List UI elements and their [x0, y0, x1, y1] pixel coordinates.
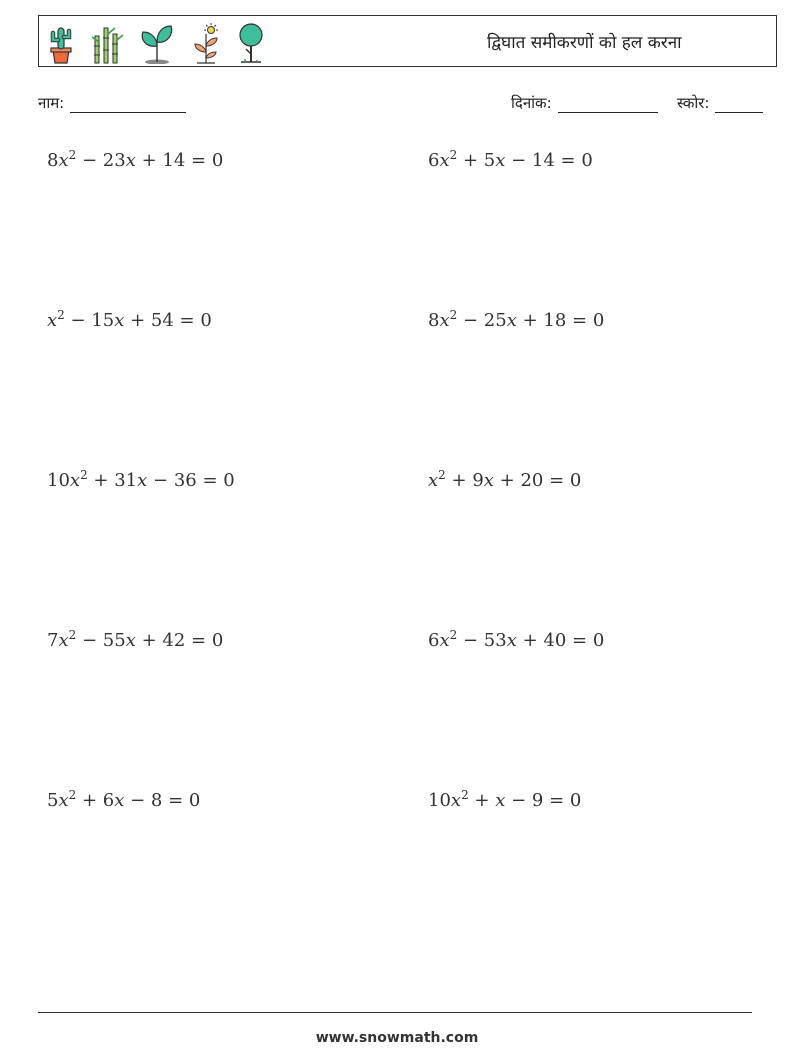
operator: −: [505, 790, 532, 811]
equals-sign: =: [543, 470, 570, 491]
footer-url: www.snowmath.com: [315, 1030, 479, 1046]
coefficient-a: 8: [428, 310, 440, 331]
variable: x: [506, 630, 517, 651]
constant-c: 8: [150, 790, 163, 811]
worksheet-header: [38, 15, 777, 67]
equation-5: [47, 470, 235, 491]
right-hand-side: 0: [592, 310, 605, 331]
equation-4: [428, 310, 604, 331]
right-hand-side: 0: [592, 630, 605, 651]
equals-sign: =: [162, 790, 189, 811]
exponent: 2: [461, 788, 469, 802]
operator: −: [505, 150, 532, 171]
score-blank[interactable]: [715, 97, 763, 113]
operator: +: [468, 790, 496, 811]
coefficient-b: 31: [114, 470, 138, 491]
footer-divider: [38, 1012, 752, 1013]
variable: x: [137, 470, 148, 491]
date-label: दिनांक:: [511, 94, 552, 112]
coefficient-a: 10: [428, 790, 451, 811]
operator: +: [76, 790, 103, 811]
constant-c: 14: [531, 150, 555, 171]
variable: x: [450, 790, 462, 811]
date-blank[interactable]: [558, 97, 658, 113]
operator: −: [76, 150, 103, 171]
exponent: 2: [438, 468, 446, 482]
right-hand-side: 0: [211, 150, 224, 171]
exponent: 2: [57, 308, 65, 322]
constant-c: 54: [150, 310, 174, 331]
coefficient-b: 5: [483, 150, 496, 171]
operator: +: [445, 470, 473, 491]
tree-icon: [235, 22, 267, 64]
exponent: 2: [68, 628, 77, 642]
variable: x: [495, 150, 506, 171]
right-hand-side: 0: [223, 470, 235, 491]
coefficient-b: 55: [102, 630, 126, 651]
coefficient-a: 8: [47, 150, 59, 171]
operator: +: [124, 310, 151, 331]
constant-c: 9: [531, 790, 544, 811]
coefficient-a: 6: [428, 630, 440, 651]
worksheet-title: द्विघात समीकरणों को हल करना: [487, 33, 682, 53]
variable: x: [69, 470, 81, 491]
constant-c: 42: [162, 630, 186, 651]
name-label: नाम:: [38, 94, 65, 112]
flower-icon: [189, 22, 223, 64]
operator: +: [516, 630, 544, 651]
right-hand-side: 0: [569, 470, 582, 491]
operator: −: [76, 630, 103, 651]
variable: x: [495, 790, 506, 811]
equation-9: [47, 790, 200, 811]
exponent: 2: [449, 308, 458, 322]
date-field: [511, 93, 658, 113]
operator: +: [87, 470, 115, 491]
coefficient-a: 10: [47, 470, 70, 491]
variable: x: [125, 150, 136, 171]
operator: +: [493, 470, 521, 491]
cactus-icon: [45, 22, 77, 64]
header-icons: [45, 20, 267, 64]
variable: x: [58, 630, 69, 651]
coefficient-a: 5: [47, 790, 59, 811]
operator: +: [457, 150, 484, 171]
coefficient-a: 6: [428, 150, 440, 171]
variable: x: [114, 790, 125, 811]
equals-sign: =: [543, 790, 570, 811]
equals-sign: =: [173, 310, 201, 331]
equals-sign: =: [185, 630, 212, 651]
equation-7: [47, 630, 223, 651]
name-field: [38, 93, 186, 113]
coefficient-b: 9: [472, 470, 484, 491]
variable: x: [58, 150, 69, 171]
operator: −: [147, 470, 174, 491]
right-hand-side: 0: [200, 310, 212, 331]
equals-sign: =: [196, 470, 224, 491]
variable: x: [439, 150, 450, 171]
equation-10: [428, 790, 581, 811]
constant-c: 20: [520, 470, 544, 491]
equation-8: [428, 630, 604, 651]
equals-sign: =: [185, 150, 212, 171]
variable: x: [439, 630, 450, 651]
equation-1: [47, 150, 223, 171]
equals-sign: =: [566, 310, 593, 331]
variable: x: [125, 630, 136, 651]
equals-sign: =: [566, 630, 593, 651]
exponent: 2: [80, 468, 88, 482]
coefficient-b: 25: [483, 310, 507, 331]
coefficient-a: 7: [47, 630, 59, 651]
variable: x: [483, 470, 494, 491]
exponent: 2: [68, 148, 77, 162]
variable: x: [439, 310, 450, 331]
constant-c: 40: [543, 630, 567, 651]
variable: x: [506, 310, 517, 331]
constant-c: 14: [162, 150, 186, 171]
operator: +: [135, 150, 163, 171]
coefficient-b: 15: [91, 310, 115, 331]
constant-c: 18: [543, 310, 567, 331]
exponent: 2: [68, 788, 77, 802]
coefficient-b: 6: [102, 790, 115, 811]
equals-sign: =: [554, 150, 582, 171]
equation-3: [47, 310, 212, 331]
operator: +: [135, 630, 163, 651]
coefficient-b: 23: [102, 150, 126, 171]
variable: x: [428, 470, 439, 491]
right-hand-side: 0: [569, 790, 582, 811]
variable: x: [58, 790, 69, 811]
operator: −: [124, 790, 151, 811]
operator: −: [457, 630, 484, 651]
name-blank[interactable]: [70, 97, 186, 113]
variable: x: [47, 310, 58, 331]
coefficient-b: 53: [483, 630, 507, 651]
exponent: 2: [449, 628, 458, 642]
right-hand-side: 0: [188, 790, 201, 811]
constant-c: 36: [173, 470, 197, 491]
operator: −: [64, 310, 92, 331]
score-field: [677, 93, 763, 113]
variable: x: [114, 310, 125, 331]
equation-6: [428, 470, 581, 491]
right-hand-side: 0: [581, 150, 593, 171]
equation-2: [428, 150, 593, 171]
right-hand-side: 0: [211, 630, 224, 651]
sprout-icon: [137, 22, 177, 64]
exponent: 2: [449, 148, 458, 162]
score-label: स्कोर:: [677, 94, 710, 112]
operator: +: [516, 310, 544, 331]
operator: −: [457, 310, 484, 331]
bamboo-icon: [89, 22, 125, 64]
